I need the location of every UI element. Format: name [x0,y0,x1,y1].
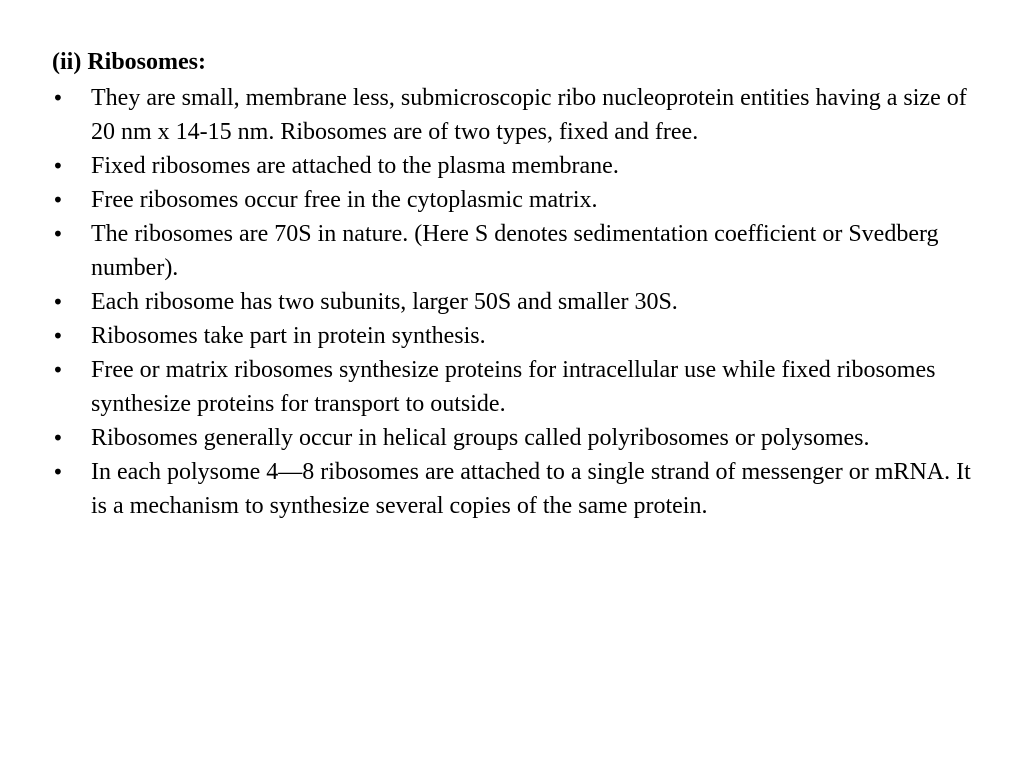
bullet-icon: • [52,222,64,246]
bullet-list [52,81,982,523]
bullet-text: Free ribosomes occur free in the cytoplasmic matrix. [91,187,598,213]
bullet-item [52,421,982,455]
bullet-icon: • [52,324,64,348]
bullet-text: The ribosomes are 70S in nature. (Here S denotes sedimentation coefficient or Svedberg number). [91,221,939,281]
bullet-item [52,217,982,285]
bullet-text: Ribosomes take part in protein synthesis. [91,323,486,349]
bullet-icon: • [52,426,64,450]
bullet-text: They are small, membrane less, submicroscopic ribo nucleoprotein entities having a size of 20 nm x 14-15 nm. Ribosomes are of two types, fixed and free. [91,85,967,145]
bullet-text: Fixed ribosomes are attached to the plasma membrane. [91,153,619,179]
bullet-icon: • [52,290,64,314]
bullet-icon: • [52,154,64,178]
bullet-icon: • [52,86,64,110]
bullet-text: Each ribosome has two subunits, larger 50S and smaller 30S. [91,289,678,315]
bullet-item [52,81,982,149]
bullet-item [52,319,982,353]
bullet-item [52,149,982,183]
bullet-item [52,285,982,319]
section-heading: (ii) Ribosomes: [52,49,206,75]
bullet-text: Free or matrix ribosomes synthesize proteins for intracellular use while fixed ribosomes synthesize proteins for transport to outside. [91,357,936,417]
bullet-item [52,455,982,523]
bullet-text: Ribosomes generally occur in helical groups called polyribosomes or polysomes. [91,425,870,451]
bullet-icon: • [52,188,64,212]
bullet-item [52,353,982,421]
bullet-icon: • [52,358,64,382]
bullet-text: In each polysome 4—8 ribosomes are attached to a single strand of messenger or mRNA. It is a mechanism to synthesize several copies of the same protein. [91,459,971,519]
bullet-item [52,183,982,217]
bullet-icon: • [52,460,64,484]
